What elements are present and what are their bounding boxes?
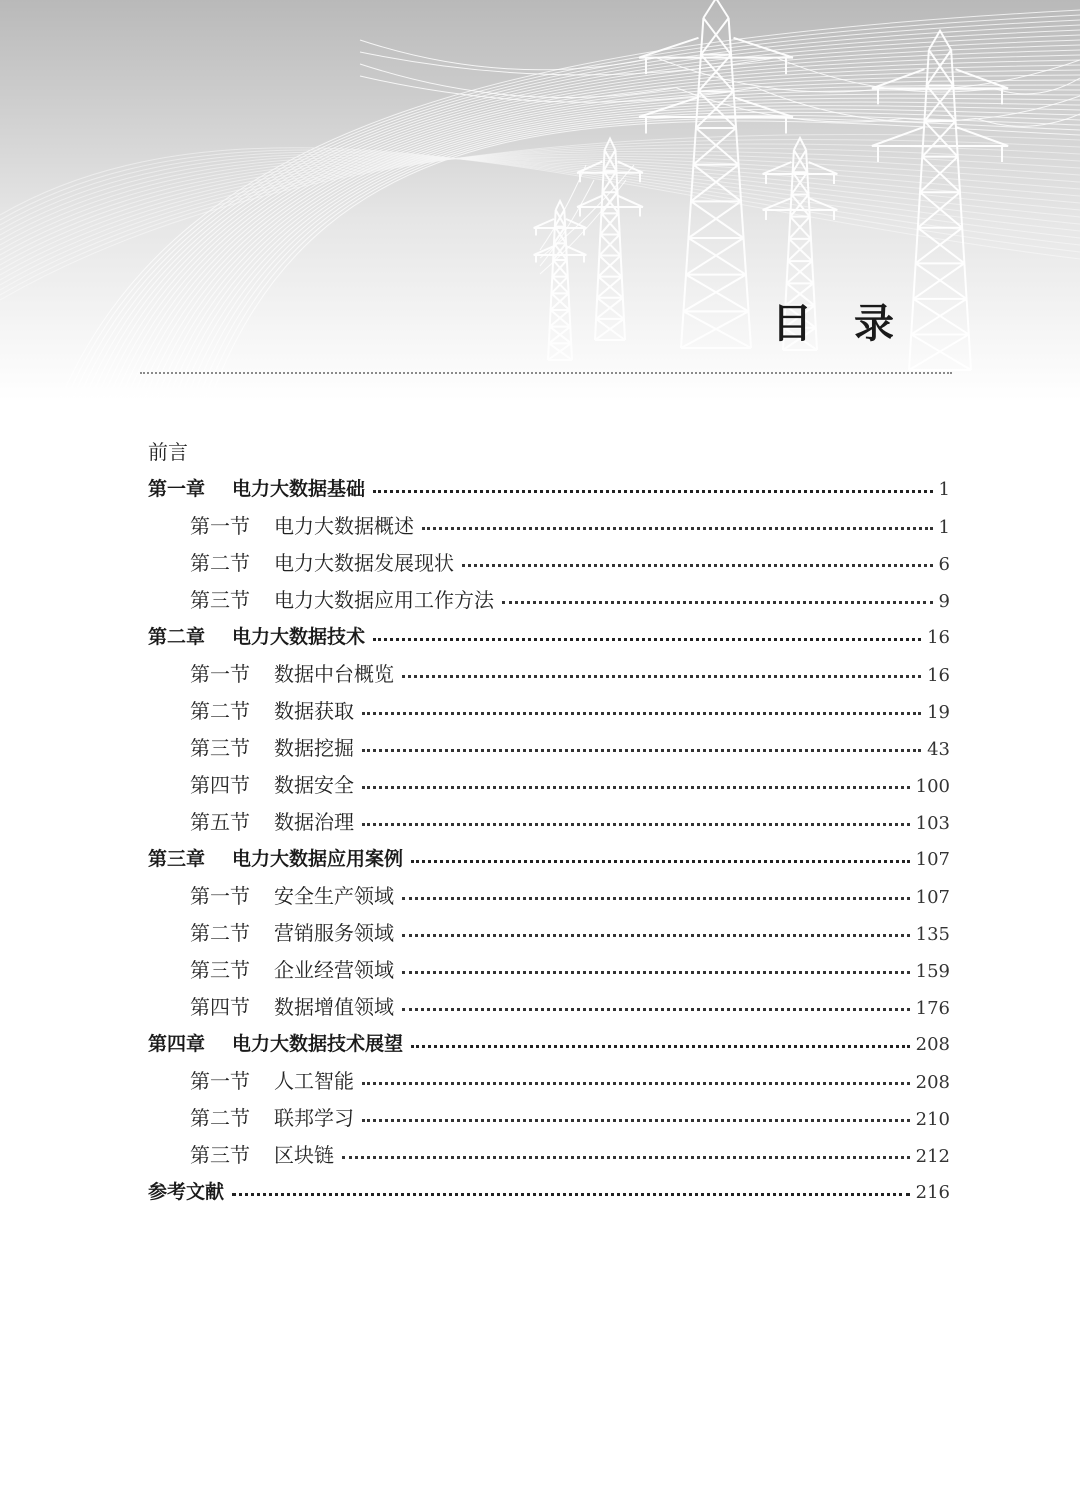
toc-entry-title: 电力大数据应用工作方法	[274, 588, 494, 612]
toc-entry-number: 第三节	[190, 1143, 250, 1167]
toc-entry-number: 第二节	[190, 1106, 250, 1130]
toc-entry-number: 第四章	[148, 1033, 206, 1055]
toc-entry-title: 电力大数据技术	[232, 626, 366, 648]
toc-dot-leader	[362, 786, 910, 789]
toc-page-number: 103	[915, 813, 950, 834]
toc-section-entry[interactable]	[148, 767, 950, 804]
toc-entry-number: 第二节	[190, 551, 250, 575]
toc-section-entry[interactable]	[148, 878, 950, 915]
toc-page-number: 135	[915, 924, 950, 945]
toc-chapter-entry[interactable]	[148, 841, 950, 878]
toc-entry-number: 第一节	[190, 1069, 250, 1093]
toc-page-number: 208	[915, 1072, 950, 1093]
toc-dot-leader	[402, 897, 910, 900]
toc-page-number: 16	[927, 665, 950, 686]
toc-section-entry[interactable]	[148, 508, 950, 545]
toc-page-number: 210	[915, 1109, 950, 1130]
toc-page-number: 208	[915, 1034, 950, 1055]
toc-page-number: 216	[915, 1182, 950, 1203]
toc-entry-number: 第一节	[190, 884, 250, 908]
toc-entry-title: 数据获取	[274, 699, 354, 723]
toc-page-number: 176	[915, 998, 950, 1019]
toc-chapter-entry[interactable]	[148, 1174, 950, 1211]
toc-page-number: 6	[938, 554, 950, 575]
toc-page-number: 1	[938, 479, 950, 500]
toc-chapter-entry[interactable]	[148, 471, 950, 508]
toc-entry-title: 电力大数据概述	[274, 514, 414, 538]
toc-dot-leader	[362, 1119, 910, 1122]
toc-section-entry[interactable]	[148, 1063, 950, 1100]
page-title: 目 录	[772, 301, 908, 347]
toc-page-number: 1	[938, 517, 950, 538]
toc-entry-title: 营销服务领域	[274, 921, 394, 945]
toc-chapter-entry[interactable]	[148, 619, 950, 656]
toc-page-number: 9	[938, 591, 950, 612]
toc-dot-leader	[362, 712, 921, 715]
toc-entry-number: 第一节	[190, 514, 250, 538]
toc-section-entry[interactable]	[148, 915, 950, 952]
toc-dot-leader	[373, 638, 921, 641]
toc-section-entry[interactable]	[148, 730, 950, 767]
toc-dot-leader	[402, 971, 910, 974]
toc-page-number: 107	[915, 887, 950, 908]
toc-entry-title: 电力大数据应用案例	[232, 848, 404, 870]
toc-dot-leader	[342, 1156, 910, 1159]
toc-preface-entry[interactable]	[148, 434, 950, 471]
toc-entry-number: 第一章	[148, 478, 206, 500]
toc-entry-number: 第四节	[190, 773, 250, 797]
toc-entry-title: 安全生产领域	[274, 884, 394, 908]
toc-entry-number: 第五节	[190, 810, 250, 834]
toc-dot-leader	[362, 749, 921, 752]
toc-page-number: 107	[915, 849, 950, 870]
toc-entry-title: 数据增值领域	[274, 995, 394, 1019]
toc-entry-number: 第一节	[190, 662, 250, 686]
toc-section-entry[interactable]	[148, 582, 950, 619]
toc-section-entry[interactable]	[148, 952, 950, 989]
toc-page-number: 16	[927, 627, 950, 648]
toc-dot-leader	[362, 823, 910, 826]
toc-section-entry[interactable]	[148, 693, 950, 730]
toc-entry-title: 数据中台概览	[274, 662, 394, 686]
toc-dot-leader	[462, 564, 933, 567]
toc-entry-number: 第四节	[190, 995, 250, 1019]
toc-entry-title: 数据挖掘	[274, 736, 354, 760]
toc-section-entry[interactable]	[148, 656, 950, 693]
toc-page-number: 159	[915, 961, 950, 982]
toc-entry-number: 第三节	[190, 588, 250, 612]
toc-entry-number: 第三章	[148, 848, 206, 870]
toc-entry-title: 人工智能	[274, 1069, 354, 1093]
toc-entry-title: 数据安全	[274, 773, 354, 797]
toc-section-entry[interactable]	[148, 989, 950, 1026]
toc-dot-leader	[362, 1082, 910, 1085]
toc-page-number: 43	[927, 739, 950, 760]
toc-dot-leader	[411, 860, 910, 863]
toc-section-entry[interactable]	[148, 1100, 950, 1137]
toc-entry-number: 第三节	[190, 958, 250, 982]
toc-page-number: 19	[927, 702, 950, 723]
toc-dot-leader	[402, 934, 910, 937]
toc-entry-title: 数据治理	[274, 810, 354, 834]
toc-dot-leader	[422, 527, 933, 530]
table-of-contents	[148, 434, 950, 1211]
toc-entry-title: 参考文献	[148, 1181, 225, 1203]
toc-section-entry[interactable]	[148, 545, 950, 582]
toc-entry-number: 第二节	[190, 921, 250, 945]
toc-entry-title: 电力大数据技术展望	[232, 1033, 404, 1055]
toc-entry-title: 前言	[148, 440, 188, 464]
toc-entry-title: 区块链	[274, 1143, 334, 1167]
toc-dot-leader	[502, 601, 933, 604]
toc-chapter-entry[interactable]	[148, 1026, 950, 1063]
toc-entry-title: 联邦学习	[274, 1106, 354, 1130]
toc-page-number: 100	[915, 776, 950, 797]
toc-entry-number: 第二节	[190, 699, 250, 723]
toc-entry-title: 电力大数据发展现状	[274, 551, 454, 575]
toc-entry-number: 第三节	[190, 736, 250, 760]
toc-entry-number: 第二章	[148, 626, 206, 648]
toc-section-entry[interactable]	[148, 804, 950, 841]
toc-entry-title: 企业经营领域	[274, 958, 394, 982]
dotted-divider	[140, 372, 952, 374]
toc-dot-leader	[411, 1045, 910, 1048]
toc-section-entry[interactable]	[148, 1137, 950, 1174]
toc-dot-leader	[402, 675, 921, 678]
toc-dot-leader	[232, 1193, 910, 1196]
toc-page-number: 212	[915, 1146, 950, 1167]
toc-dot-leader	[373, 490, 933, 493]
toc-entry-title: 电力大数据基础	[232, 478, 366, 500]
toc-dot-leader	[402, 1008, 910, 1011]
